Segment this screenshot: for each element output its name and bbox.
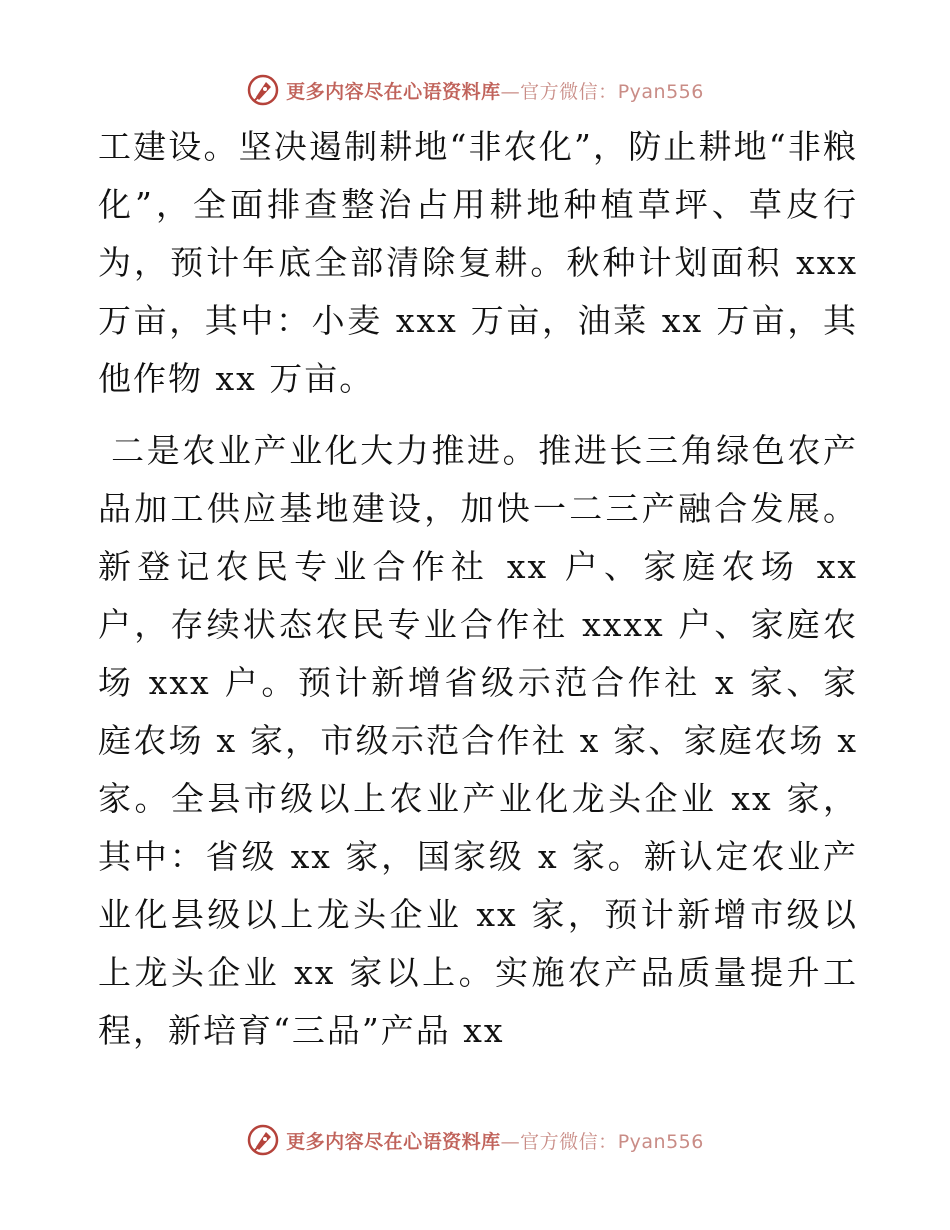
pen-nib-logo-icon (246, 73, 280, 107)
watermark-text: 更多内容尽在心语资料库—官方微信：Pyan556 (286, 1130, 704, 1153)
footer-watermark (0, 1120, 950, 1160)
paragraph: 二是农业产业化大力推进。推进长三角绿色农产品加工供应基地建设，加快一二三产融合发展。新登记农民专业合作社 xx 户、家庭农场 xx 户，存续状态农民专业合作社 xxxx 户、家庭农场 xxx 户。预计新增省级示范合作社 x 家、家庭农场 x 家，市级示范合作社 x 家、家庭农场 x 家。全县市级以上农业产业化龙头企业 xx 家，其中：省级 xx 家，国家级 x 家。新认定农业产业化县级以上龙头企业 xx 家，预计新增市级以上龙头企业 xx 家以上。实施农产品质量提升工程，新培育“三品”产品 xx (98, 431, 871, 1050)
header-watermark (0, 70, 950, 110)
pen-nib-logo-icon (246, 1123, 280, 1157)
document-body (98, 118, 871, 1060)
paragraph: 工建设。坚决遏制耕地“非农化”，防止耕地“非粮化”，全面排查整治占用耕地种植草坪、草皮行为，预计年底全部清除复耕。秋种计划面积 xxx 万亩，其中：小麦 xxx 万亩，油菜 xx 万亩，其他作物 xx 万亩。 (98, 127, 858, 398)
watermark-text: 更多内容尽在心语资料库—官方微信：Pyan556 (286, 80, 704, 103)
